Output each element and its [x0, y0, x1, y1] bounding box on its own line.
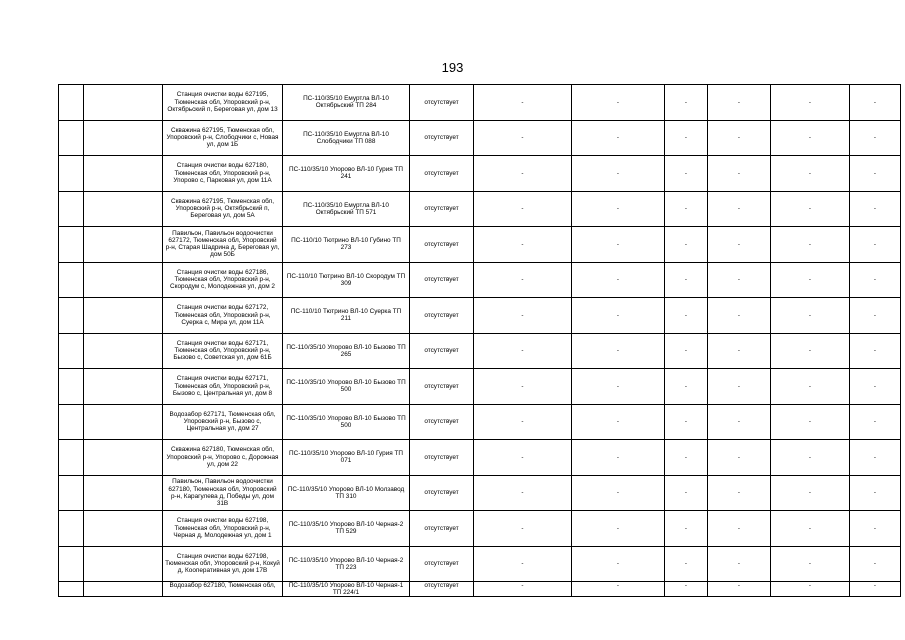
- value-cell: -: [572, 227, 665, 263]
- value-cell: -: [850, 85, 901, 121]
- value-cell: -: [850, 511, 901, 547]
- index-cell: [59, 85, 84, 121]
- value-cell: -: [474, 440, 572, 476]
- value-cell: -: [708, 333, 771, 369]
- value-cell: -: [771, 191, 850, 227]
- value-cell: -: [708, 369, 771, 405]
- index-cell: [59, 404, 84, 440]
- object-address-cell: Станция очистки воды 627172, Тюменская обл, Упоровский р-н, Суерка с, Мира ул, дом 11А: [163, 298, 283, 334]
- value-cell: -: [708, 440, 771, 476]
- facilities-table: [58, 84, 901, 597]
- power-supply-cell: ПС-110/10 Тютрино ВЛ-10 Губино ТП 273: [283, 227, 410, 263]
- value-cell: -: [665, 475, 708, 511]
- value-cell: -: [850, 156, 901, 192]
- object-address-cell: Скважина 627195, Тюменская обл, Упоровский р-н, Слободчики с, Новая ул, дом 1Б: [163, 120, 283, 156]
- value-cell: -: [771, 298, 850, 334]
- value-cell: -: [572, 156, 665, 192]
- value-cell: -: [572, 511, 665, 547]
- value-cell: -: [708, 404, 771, 440]
- blank-cell: [84, 440, 163, 476]
- table-row: [59, 156, 901, 192]
- value-cell: -: [771, 440, 850, 476]
- value-cell: -: [572, 475, 665, 511]
- value-cell: -: [850, 191, 901, 227]
- value-cell: -: [474, 191, 572, 227]
- blank-cell: [84, 156, 163, 192]
- value-cell: -: [474, 582, 572, 597]
- power-supply-cell: ПС-110/35/10 Упорово ВЛ-10 Молзавод ТП 310: [283, 475, 410, 511]
- power-supply-cell: ПС-110/35/10 Емуртла ВЛ-10 Слободчики ТП 088: [283, 120, 410, 156]
- value-cell: -: [572, 369, 665, 405]
- value-cell: -: [771, 475, 850, 511]
- value-cell: -: [850, 227, 901, 263]
- value-cell: -: [474, 156, 572, 192]
- status-cell: отсутствует: [410, 191, 474, 227]
- value-cell: -: [474, 475, 572, 511]
- value-cell: -: [665, 85, 708, 121]
- value-cell: -: [850, 120, 901, 156]
- status-cell: отсутствует: [410, 333, 474, 369]
- value-cell: -: [665, 156, 708, 192]
- blank-cell: [84, 333, 163, 369]
- value-cell: -: [474, 120, 572, 156]
- object-address-cell: Станция очистки воды 627198, Тюменская обл, Упоровский р-н, Кокуй д, Кооперативная ул, дом 17В: [163, 546, 283, 582]
- value-cell: -: [572, 262, 665, 298]
- value-cell: -: [474, 369, 572, 405]
- status-cell: отсутствует: [410, 475, 474, 511]
- power-supply-cell: ПС-110/35/10 Емуртла ВЛ-10 Октябрьский ТП 571: [283, 191, 410, 227]
- blank-cell: [84, 546, 163, 582]
- value-cell: -: [474, 298, 572, 334]
- value-cell: -: [771, 262, 850, 298]
- blank-cell: [84, 582, 163, 597]
- object-address-cell: Станция очистки воды 627195, Тюменская обл, Упоровский р-н, Октябрьский п, Береговая ул, дом 13: [163, 85, 283, 121]
- value-cell: -: [708, 156, 771, 192]
- object-address-cell: Станция очистки воды 627198, Тюменская обл, Упоровский р-н, Черная д, Молодежная ул, дом 1: [163, 511, 283, 547]
- value-cell: -: [708, 475, 771, 511]
- value-cell: -: [850, 475, 901, 511]
- power-supply-cell: ПС-110/10 Тютрино ВЛ-10 Скородум ТП 309: [283, 262, 410, 298]
- status-cell: отсутствует: [410, 582, 474, 597]
- value-cell: -: [850, 546, 901, 582]
- value-cell: -: [572, 404, 665, 440]
- value-cell: -: [771, 546, 850, 582]
- value-cell: -: [572, 120, 665, 156]
- value-cell: -: [850, 333, 901, 369]
- value-cell: -: [474, 511, 572, 547]
- blank-cell: [84, 227, 163, 263]
- power-supply-cell: ПС-110/35/10 Упорово ВЛ-10 Черная-2 ТП 223: [283, 546, 410, 582]
- object-address-cell: Скважина 627195, Тюменская обл, Упоровский р-н, Октябрьский п, Береговая ул, дом 5А: [163, 191, 283, 227]
- index-cell: [59, 511, 84, 547]
- value-cell: -: [771, 156, 850, 192]
- value-cell: -: [708, 85, 771, 121]
- value-cell: -: [708, 191, 771, 227]
- value-cell: -: [771, 582, 850, 597]
- value-cell: -: [708, 262, 771, 298]
- value-cell: -: [771, 333, 850, 369]
- value-cell: -: [665, 369, 708, 405]
- table-row: [59, 475, 901, 511]
- value-cell: -: [771, 227, 850, 263]
- index-cell: [59, 333, 84, 369]
- object-address-cell: Станция очистки воды 627186, Тюменская обл, Упоровский р-н, Скородум с, Молодежная ул, дом 2: [163, 262, 283, 298]
- power-supply-cell: ПС-110/35/10 Упорово ВЛ-10 Черная-1 ТП 224/1: [283, 582, 410, 597]
- value-cell: -: [474, 333, 572, 369]
- table-row: [59, 511, 901, 547]
- power-supply-cell: ПС-110/10 Тютрино ВЛ-10 Суерка ТП 211: [283, 298, 410, 334]
- table-row: [59, 440, 901, 476]
- value-cell: -: [572, 440, 665, 476]
- value-cell: -: [771, 404, 850, 440]
- value-cell: -: [771, 120, 850, 156]
- object-address-cell: Станция очистки воды 627171, Тюменская обл, Упоровский р-н, Бызово с, Советская ул, дом 61Б: [163, 333, 283, 369]
- value-cell: -: [474, 262, 572, 298]
- index-cell: [59, 582, 84, 597]
- value-cell: -: [572, 85, 665, 121]
- blank-cell: [84, 120, 163, 156]
- power-supply-cell: ПС-110/35/10 Упорово ВЛ-10 Гурия ТП 241: [283, 156, 410, 192]
- table-row: [59, 191, 901, 227]
- table-row: [59, 120, 901, 156]
- power-supply-cell: ПС-110/35/10 Упорово ВЛ-10 Гурия ТП 071: [283, 440, 410, 476]
- value-cell: -: [708, 298, 771, 334]
- status-cell: отсутствует: [410, 262, 474, 298]
- value-cell: -: [708, 120, 771, 156]
- index-cell: [59, 546, 84, 582]
- value-cell: -: [665, 120, 708, 156]
- index-cell: [59, 227, 84, 263]
- value-cell: -: [665, 227, 708, 263]
- blank-cell: [84, 475, 163, 511]
- value-cell: -: [665, 546, 708, 582]
- index-cell: [59, 262, 84, 298]
- blank-cell: [84, 191, 163, 227]
- object-address-cell: Водозабор 627180, Тюменская обл,: [163, 582, 283, 597]
- index-cell: [59, 191, 84, 227]
- value-cell: -: [665, 298, 708, 334]
- power-supply-cell: ПС-110/35/10 Упорово ВЛ-10 Бызово ТП 265: [283, 333, 410, 369]
- value-cell: -: [708, 546, 771, 582]
- table-row: [59, 404, 901, 440]
- index-cell: [59, 156, 84, 192]
- index-cell: [59, 120, 84, 156]
- object-address-cell: Павильон, Павильон водоочистки 627180, Тюменская обл, Упоровский р-н, Карагулева д, Победы ул, дом 31В: [163, 475, 283, 511]
- object-address-cell: Скважина 627180, Тюменская обл, Упоровский р-н, Упорово с, Дорожная ул, дом 22: [163, 440, 283, 476]
- table-row: [59, 333, 901, 369]
- value-cell: -: [665, 582, 708, 597]
- value-cell: -: [665, 262, 708, 298]
- value-cell: -: [850, 262, 901, 298]
- value-cell: -: [474, 85, 572, 121]
- value-cell: -: [771, 511, 850, 547]
- table-row: [59, 262, 901, 298]
- table-row: [59, 582, 901, 597]
- status-cell: отсутствует: [410, 546, 474, 582]
- value-cell: -: [850, 404, 901, 440]
- blank-cell: [84, 404, 163, 440]
- value-cell: -: [665, 440, 708, 476]
- value-cell: -: [572, 298, 665, 334]
- value-cell: -: [474, 227, 572, 263]
- value-cell: -: [572, 333, 665, 369]
- value-cell: -: [708, 511, 771, 547]
- power-supply-cell: ПС-110/35/10 Упорово ВЛ-10 Бызово ТП 500: [283, 404, 410, 440]
- power-supply-cell: ПС-110/35/10 Емуртла ВЛ-10 Октябрьский ТП 284: [283, 85, 410, 121]
- value-cell: -: [850, 298, 901, 334]
- table-row: [59, 227, 901, 263]
- index-cell: [59, 369, 84, 405]
- value-cell: -: [572, 546, 665, 582]
- table-body: [59, 85, 901, 597]
- value-cell: -: [708, 227, 771, 263]
- value-cell: -: [850, 369, 901, 405]
- page-number: 193: [441, 60, 464, 75]
- value-cell: -: [771, 85, 850, 121]
- value-cell: -: [474, 546, 572, 582]
- object-address-cell: Станция очистки воды 627180, Тюменская обл, Упоровский р-н, Упорово с, Парковая ул, дом 11А: [163, 156, 283, 192]
- value-cell: -: [708, 582, 771, 597]
- value-cell: -: [572, 582, 665, 597]
- table-row: [59, 369, 901, 405]
- status-cell: отсутствует: [410, 369, 474, 405]
- value-cell: -: [850, 440, 901, 476]
- index-cell: [59, 440, 84, 476]
- status-cell: отсутствует: [410, 404, 474, 440]
- value-cell: -: [771, 369, 850, 405]
- blank-cell: [84, 85, 163, 121]
- status-cell: отсутствует: [410, 156, 474, 192]
- blank-cell: [84, 298, 163, 334]
- power-supply-cell: ПС-110/35/10 Упорово ВЛ-10 Черная-2 ТП 529: [283, 511, 410, 547]
- value-cell: -: [665, 511, 708, 547]
- blank-cell: [84, 262, 163, 298]
- status-cell: отсутствует: [410, 511, 474, 547]
- table-row: [59, 298, 901, 334]
- object-address-cell: Водозабор 627171, Тюменская обл, Упоровский р-н, Бызово с, Центральная ул, дом 27: [163, 404, 283, 440]
- value-cell: -: [665, 333, 708, 369]
- status-cell: отсутствует: [410, 120, 474, 156]
- blank-cell: [84, 369, 163, 405]
- object-address-cell: Станция очистки воды 627171, Тюменская обл, Упоровский р-н, Бызово с, Центральная ул, дом 8: [163, 369, 283, 405]
- value-cell: -: [474, 404, 572, 440]
- status-cell: отсутствует: [410, 298, 474, 334]
- value-cell: -: [665, 191, 708, 227]
- table-row: [59, 546, 901, 582]
- index-cell: [59, 475, 84, 511]
- table-row: [59, 85, 901, 121]
- index-cell: [59, 298, 84, 334]
- value-cell: -: [850, 582, 901, 597]
- power-supply-cell: ПС-110/35/10 Упорово ВЛ-10 Бызово ТП 500: [283, 369, 410, 405]
- value-cell: -: [665, 404, 708, 440]
- status-cell: отсутствует: [410, 440, 474, 476]
- value-cell: -: [572, 191, 665, 227]
- status-cell: отсутствует: [410, 227, 474, 263]
- object-address-cell: Павильон, Павильон водоочистки 627172, Тюменская обл, Упоровский р-н, Старая Шадрина д, Береговая ул, дом 50Б: [163, 227, 283, 263]
- blank-cell: [84, 511, 163, 547]
- status-cell: отсутствует: [410, 85, 474, 121]
